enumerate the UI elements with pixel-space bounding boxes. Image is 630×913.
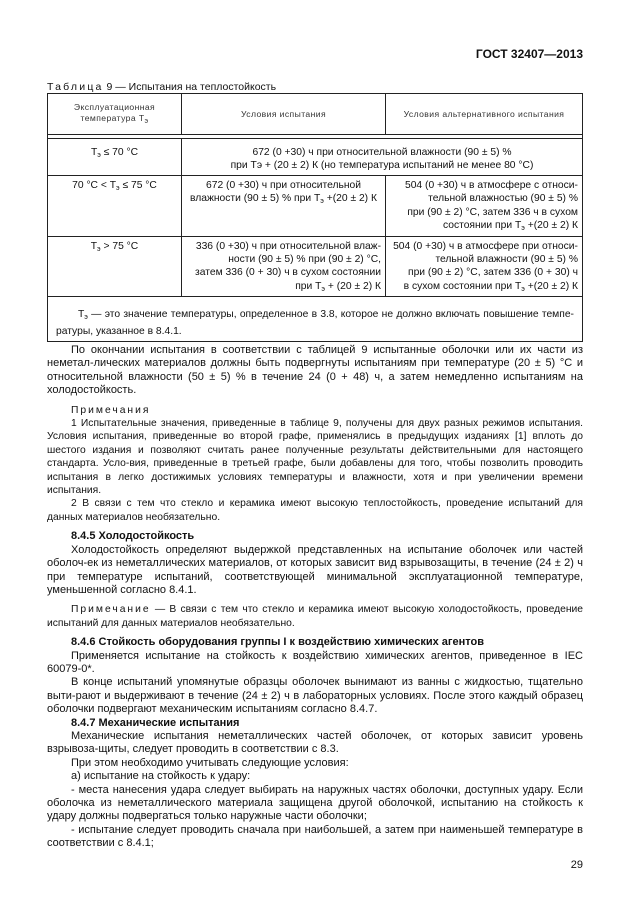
table-row: [48, 139, 583, 176]
paragraph-8-4-5: Холодостойкость определяют выдержкой представленных на испытание оболочек или частей оболоч-ек из неметаллических материалов, от которых зависит вид взрывозащиты, в течение (24 ± 2) ч при температуре испытаний, соответствующей минимальной эксплуатационной температуре, уменьшенной согласно 8.4.1.: [47, 543, 583, 596]
notes-title: Примечания: [71, 404, 151, 416]
row3-conditions: 336 (0 +30) ч при относительной влаж- ности (90 ± 5) % при (90 ± 2) °С, затем 336 (0 + 30) ч в сухом состоянии при $Т_э + (20 \pm 2)$ К: [182, 236, 386, 297]
paragraph-8-4-6-a: Применяется испытание на стойкость к воздействию химических агентов, приведенное в IEC 60079-0*.: [47, 649, 583, 675]
note-8-4-5: Примечание — В связи с тем что стекло и керамика имеют высокую холодостойкость, проведение испытаний для данных материалов необязательно.: [47, 604, 583, 629]
body-text: [47, 344, 583, 851]
table-footnote: $Т_э$ — это значение температуры, определенное в 3.8, которое не должно включать повышение темпе-ратуры, указанное в 8.4.1.: [48, 297, 583, 342]
table-row: [48, 176, 583, 237]
table-header-row: [48, 94, 583, 135]
header-test-conditions: Условия испытания: [182, 94, 386, 135]
paragraph-8-4-7-e: - испытание следует проводить сначала при наибольшей, а затем при наименьшей температуре в соответствии с 8.4.1;: [47, 823, 583, 850]
row2-alt-conditions: 504 (0 +30) ч в атмосфере с относи- тельной влажностью (90 ± 5) % при (90 ± 2) °С, затем 336 ч в сухом состоянии при $Т_э +(20 \pm 2)$ К: [386, 176, 583, 237]
header-col1-line2: температура $Т_э$: [80, 112, 149, 125]
paragraph-8-4-7-a: Механические испытания неметаллических частей оболочек, от которых зависит уровень взрывоза-щиты, следует проводить в соответствии с 8.3.: [47, 729, 583, 756]
paragraph-8-4-7-c: а) испытание на стойкость к удару:: [71, 770, 251, 783]
row2-conditions: 672 (0 +30) ч при относительной влажности (90 ± 5) % при $Т_э +(20 \pm 2)$ К: [182, 176, 386, 237]
document-id: ГОСТ 32407—2013: [475, 47, 583, 61]
table-caption-word: Таблица: [47, 81, 104, 93]
row1-conditions: 672 (0 +30) ч при относительной влажности (90 ± 5) % при Тэ + (20 ± 2) К (но температура испытаний не менее 80 °С): [182, 139, 583, 176]
heading-8-4-6: 8.4.6 Стойкость оборудования группы I к воздействию химических агентов: [71, 636, 484, 649]
note-1: 1 Испытательные значения, приведенные в таблице 9, получены для двух разных режимов испытания. Условия испытания, приведенные во второй графе, применялись в предыдущих изданиях [1] вплоть до шестого издания и позволяют считать ранее полученные результаты действительными для настоящего стандарта. Усло-вия, приведенные в третьей графе, были добавлены для того, чтобы позволить проводить испытания в легко достижимых условиях температуры и влажности, хотя и при увеличении времени испытания.: [47, 418, 583, 497]
note-2: 2 В связи с тем что стекло и керамика имеют высокую теплостойкость, проведение испытаний для данных материалов необязательно.: [47, 498, 583, 523]
table-row: [48, 236, 583, 297]
page-number: 29: [570, 859, 583, 871]
row2-temperature: 70 $^\circ С < Т_э \le 75$ °С: [48, 176, 182, 237]
heading-8-4-5: 8.4.5 Холодостойкость: [71, 530, 195, 543]
table-caption-title: 9 — Испытания на теплостойкость: [103, 81, 277, 93]
header-col1-line1: Эксплуатационная: [73, 101, 156, 112]
heat-resistance-table: [47, 93, 583, 342]
paragraph-8-4-6-b: В конце испытаний упомянутые образцы оболочек вынимают из ванны с жидкостью, тщательно выти-рают и выдерживают в течение (24 ± 2) ч в лабораторных условиях. После этого каждый образец оболочки подвергают механическим испытаниям согласно 8.4.7.: [47, 676, 583, 716]
heading-8-4-7: 8.4.7 Механические испытания: [71, 716, 240, 729]
header-operating-temp: [48, 94, 182, 135]
paragraph-8-4-7-d: - места нанесения удара следует выбирать на наружных частях оболочки, доступных удару. Если оболочка из неметаллического материала защищена другой оболочкой, испытанию на стойкость к удару должны подвергаться только наружные части оболочки;: [47, 783, 583, 823]
table-footnote-row: [48, 297, 583, 342]
row1-temperature: $Т_э \le 70$ °С: [48, 139, 182, 176]
header-alt-conditions: Условия альтернативного испытания: [386, 94, 583, 135]
row3-alt-conditions: 504 (0 +30) ч в атмосфере при относи- тельной влажности (90 ± 5) % при (90 ± 2) °С, затем 336 (0 + 30) ч в сухом состоянии при $Т_э +(20 \pm 2)$ К: [386, 236, 583, 297]
paragraph-after-table: По окончании испытания в соответствии с таблицей 9 испытанные оболочки или их части из неметал-лических материалов должны быть подвергнуты испытаниям при температуре (20 ± 5) °С и относительной влажности (50 ± 5) % в течение 24 (0 + 48) ч, а затем немедленно испытаниям на холодостойкость.: [47, 344, 583, 397]
paragraph-8-4-7-b: При этом необходимо учитывать следующие условия:: [71, 756, 349, 769]
row3-temperature: $Т_э > 75$ °С: [48, 236, 182, 297]
